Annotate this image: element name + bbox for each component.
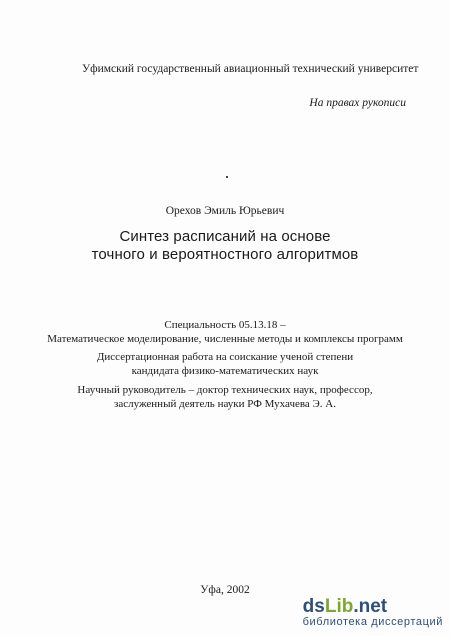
degree-line-2: кандидата физико-математических наук [131, 365, 319, 377]
author-name: Орехов Эмиль Юрьевич [165, 205, 285, 217]
city-year: Уфа, 2002 [200, 584, 250, 596]
watermark[interactable] [303, 597, 443, 629]
title-line-2: точного и вероятностного алгоритмов [91, 246, 359, 263]
watermark-subtitle: библиотека диссертаций [302, 616, 443, 628]
university-name: Уфимский государственный авиационный технический университет [82, 63, 419, 75]
scan-dot [226, 176, 228, 178]
supervisor-line-1: Научный руководитель – доктор технических наук, профессор, [77, 384, 373, 396]
watermark-logo[interactable]: dsLib.net [302, 596, 388, 617]
title-line-1: Синтез расписаний на основе [119, 228, 331, 245]
supervisor-line-2: заслуженный деятель науки РФ Мухачева Э. А. [114, 398, 336, 410]
watermark-logo-accent: Lib [324, 596, 354, 617]
degree-line-1: Диссертационная работа на соискание ученой степени [96, 351, 354, 363]
manuscript-rights-note: На правах рукописи [309, 97, 406, 109]
specialty-line-1: Специальность 05.13.18 – [164, 319, 286, 331]
specialty-line-2: Математическое моделирование, численные методы и комплексы программ [47, 333, 403, 345]
